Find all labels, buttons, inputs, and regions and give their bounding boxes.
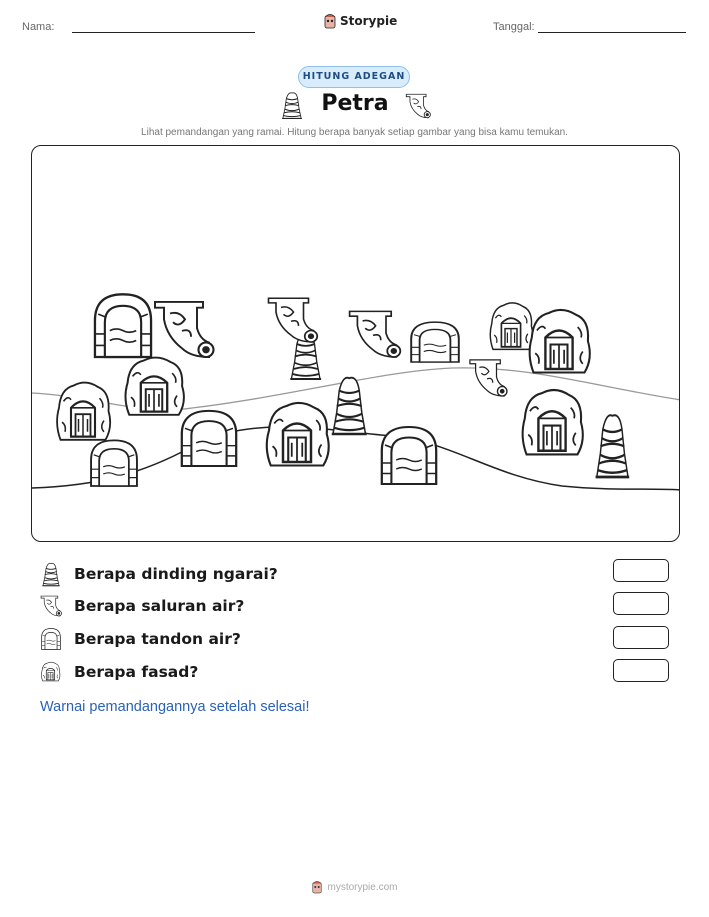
activity-badge: HITUNG ADEGAN — [298, 66, 410, 88]
answer-box-canyon-walls[interactable] — [613, 559, 669, 582]
counting-scene[interactable] — [31, 145, 680, 542]
question-facades — [40, 660, 198, 684]
scene-drawing — [32, 146, 680, 542]
question-cisterns — [40, 627, 241, 651]
aqueduct-icon — [405, 93, 431, 119]
name-line[interactable] — [72, 32, 255, 33]
cistern-icon — [40, 627, 62, 651]
cistern-icon — [411, 322, 459, 362]
footer — [0, 880, 709, 894]
footer-url[interactable]: mystorypie.com — [327, 881, 398, 893]
facade-icon — [40, 660, 62, 684]
brand-name: Storypie — [340, 14, 398, 28]
question-text: Berapa dinding ngarai? — [74, 565, 278, 583]
aqueduct-icon — [269, 298, 318, 342]
storypie-logo-icon — [311, 880, 323, 894]
aqueduct-icon — [350, 311, 401, 357]
question-text: Berapa saluran air? — [74, 597, 245, 615]
facade-icon — [523, 390, 583, 454]
answer-box-aqueducts[interactable] — [613, 592, 669, 615]
question-canyon-walls — [40, 561, 278, 587]
question-text: Berapa tandon air? — [74, 630, 241, 648]
question-aqueducts — [40, 594, 244, 618]
brand — [323, 13, 397, 29]
facade-icon — [125, 358, 183, 415]
facade-icon — [57, 383, 110, 440]
facade-icon — [490, 303, 532, 350]
canyon-wall-icon — [40, 561, 62, 587]
cistern-icon — [382, 427, 436, 484]
coloring-note: Warnai pemandangannya setelah selesai! — [40, 699, 310, 715]
aqueduct-icon — [470, 360, 507, 396]
storypie-logo-icon — [323, 13, 337, 29]
page-title: Petra — [321, 91, 389, 116]
instructions: Lihat pemandangan yang ramai. Hitung berapa banyak setiap gambar yang bisa kamu temukan. — [141, 127, 568, 138]
facade-icon — [530, 310, 590, 373]
canyon-wall-icon — [332, 378, 367, 434]
cistern-icon — [95, 294, 151, 357]
answer-box-facades[interactable] — [613, 659, 669, 682]
facade-icon — [267, 403, 329, 466]
question-text: Berapa fasad? — [74, 663, 199, 681]
cistern-icon — [182, 411, 236, 466]
answer-box-cisterns[interactable] — [613, 626, 669, 649]
aqueduct-icon — [40, 594, 62, 618]
cistern-icon — [91, 440, 137, 486]
canyon-wall-icon — [596, 415, 630, 477]
aqueduct-icon — [155, 302, 214, 357]
date-line[interactable] — [538, 32, 686, 33]
name-label: Nama: — [22, 21, 55, 33]
date-label: Tanggal: — [493, 21, 535, 33]
